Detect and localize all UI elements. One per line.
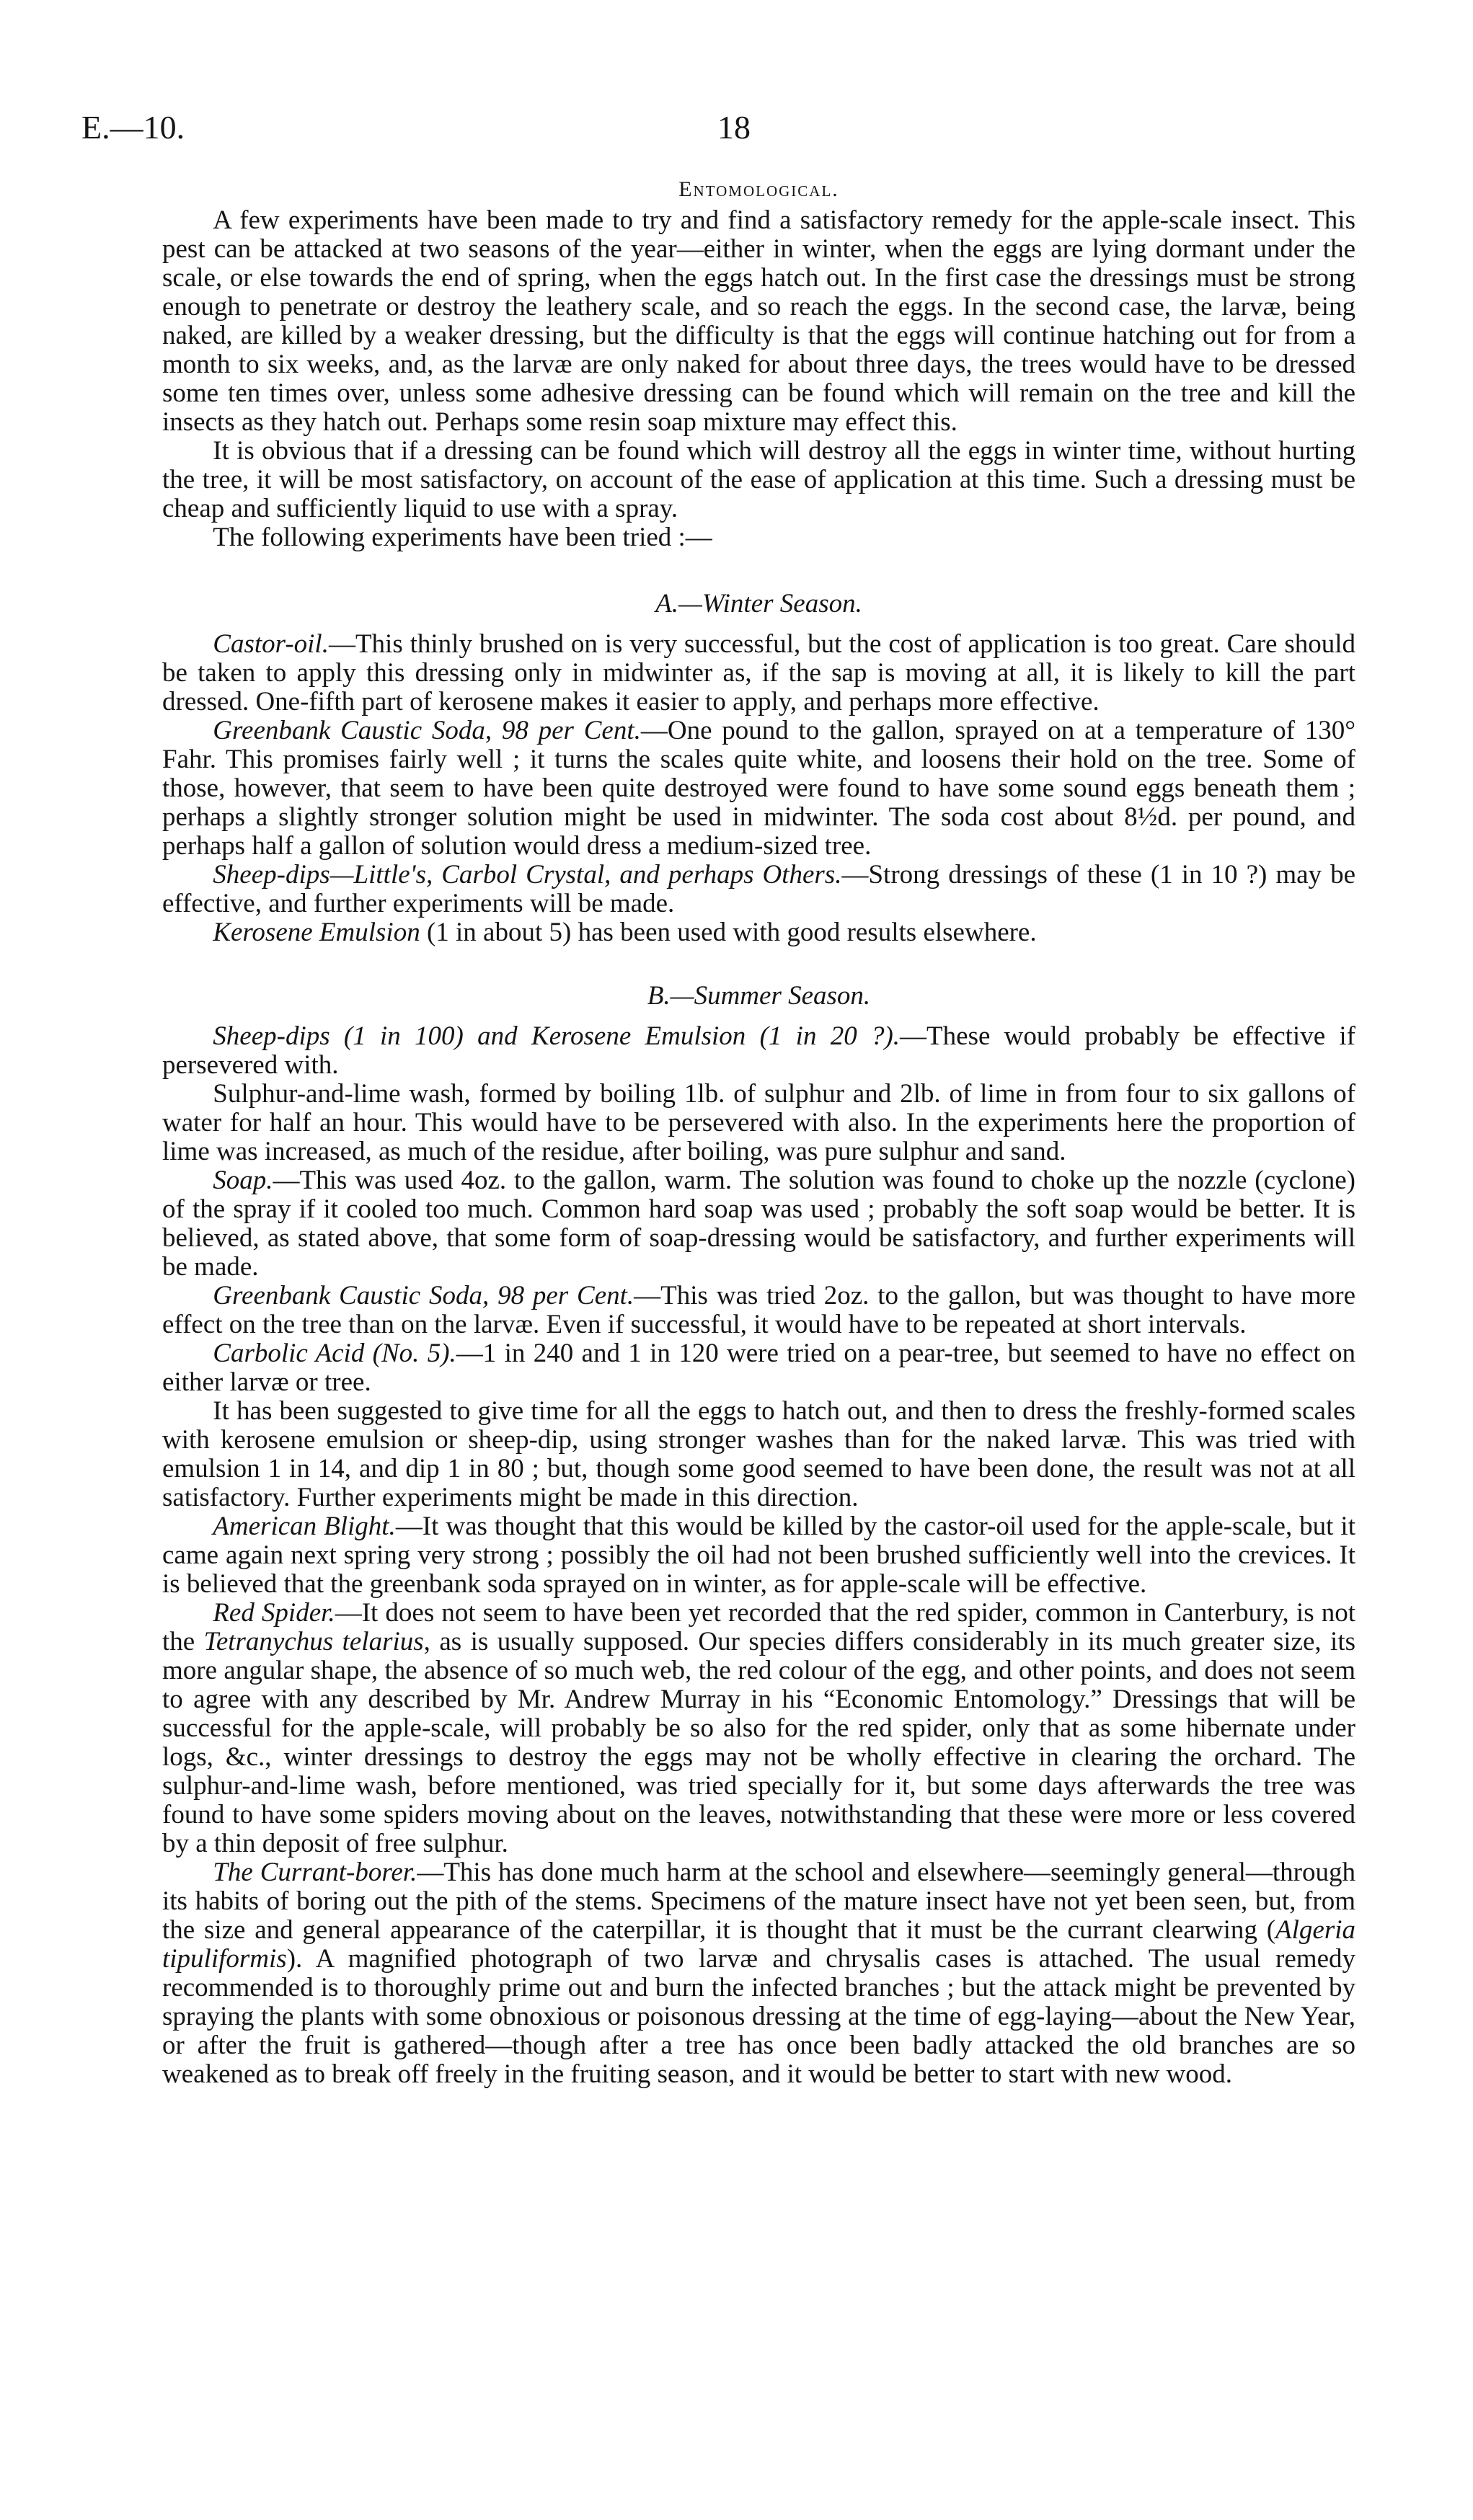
item-title: Carbolic Acid (No. 5).: [213, 1339, 456, 1368]
item-title: Sheep-dips—Little's, Carbol Crystal, and perhaps Others.: [213, 860, 842, 889]
item-text: It has been suggested to give time for all the eggs to hatch out, and then to dress the freshly-formed scales with kerosene emulsion or sheep-dip, using stronger washes than for the naked larvæ. This was tried with emulsion 1 in 14, and dip 1 in 80 ; but, though some good seemed to have been done, the result was not at all satisfactory. Further experiments might be made in this direction.: [162, 1396, 1355, 1512]
winter-item-caustic-soda: [162, 716, 1355, 861]
red-spider-paragraph: [162, 1599, 1355, 1858]
item-text: —Strong dressings of these (1 in 10 ?) may be effective, and further experiments will be made.: [162, 860, 1355, 918]
item-text: —One pound to the gallon, sprayed on at a temperature of 130° Fahr. This promises fairly well ; it turns the scales quite white, and loosens their hold on the tree. Some of those, however, that seem to have been quite destroyed were found to have some sound eggs beneath them ; perhaps a slightly stronger solution might be used in midwinter. The soda cost about 8½d. per pound, and perhaps half a gallon of solution would dress a medium-sized tree.: [162, 716, 1355, 861]
species-name: Algeria tipuliformis: [162, 1915, 1355, 1974]
item-title: Red Spider.: [213, 1598, 335, 1628]
summer-item-soap: [162, 1166, 1355, 1282]
summer-item-caustic-soda: [162, 1282, 1355, 1339]
item-text: , as is usually supposed. Our species differs considerably in its much greater size, its more angular shape, the absence of so much web, the red colour of the egg, and other points, and does not seem to agree with any described by Mr. Andrew Murray in his “Economic Entomology.” Dressings that will be successful for the apple-scale, will probably be so also for the red spider, only that as some hibernate under logs, &c., winter dressings to destroy the eggs may not be wholly effective in clearing the orchard. The sulphur-and-lime wash, before mentioned, was tried specially for it, but some days afterwards the tree was found to have some spiders moving about on the leaves, notwithstanding that these were more or less covered by a thin deposit of free sulphur.: [162, 1627, 1356, 1858]
item-title: Soap.: [213, 1166, 273, 1195]
item-text: —1 in 240 and 1 in 120 were tried on a pear-tree, but seemed to have no effect on either larvæ or tree.: [162, 1339, 1355, 1397]
item-text: —This was used 4oz. to the gallon, warm. The solution was found to choke up the nozzle (cyclone) of the spray if it cooled too much. Common hard soap was used ; probably the soft soap would be better. It is believed, as stated above, that some form of soap-dressing would be satisfactory, and further experiments will be made.: [162, 1166, 1355, 1282]
item-text: (1 in about 5) has been used with good results elsewhere.: [420, 918, 1037, 947]
species-name: Tetranychus telarius: [203, 1627, 424, 1656]
item-title: The Currant-borer.: [213, 1858, 417, 1887]
item-title: Greenbank Caustic Soda, 98 per Cent.: [213, 1281, 634, 1310]
item-title: Kerosene Emulsion: [213, 918, 420, 947]
item-text: —These would probably be effective if persevered with.: [162, 1021, 1355, 1080]
item-title: Sheep-dips (1 in 100) and Kerosene Emulsion (1 in 20 ?).: [213, 1021, 901, 1051]
document-page: [81, 108, 1356, 2089]
item-text: —This has done much harm at the school and elsewhere—seemingly general—through its habits of boring out the pith of the stems. Specimens of the mature insect have not yet been seen, but, from the size and general appearance of the caterpillar, it is thought that it must be the currant clearwing (: [162, 1858, 1355, 1945]
summer-item-suggestion: [162, 1397, 1355, 1512]
item-text: —This thinly brushed on is very successful, but the cost of application is too great. Care should be taken to apply this dressing only in midwinter as, if the sap is moving at all, it is likely to kill the part dressed. One-fifth part of kerosene makes it easier to apply, and perhaps more effective.: [162, 629, 1355, 716]
page-header: [81, 108, 1355, 166]
item-title: Greenbank Caustic Soda, 98 per Cent.: [213, 716, 641, 745]
item-text: ). A magnified photograph of two larvæ and chrysalis cases is attached. The usual remedy recommended is to thoroughly prime out and burn the infected branches ; but the attack might be prevented by spraying the plants with some obnoxious or poisonous dressing at the time of egg-laying—about the New Year, or after the fruit is gathered—though after a tree has once been badly attacked the old branches are so weakened as to break off freely in the fruiting season, and it would be better to start with new wood.: [162, 1944, 1355, 2089]
winter-heading: A.—Winter Season.: [655, 589, 862, 618]
summer-item-carbolic-acid: [162, 1339, 1355, 1397]
item-text: —It does not seem to have been yet recorded that the red spider, common in Canterbury, is not the: [162, 1598, 1355, 1656]
winter-item-kerosene: [162, 918, 1355, 947]
page-id: E.—10.: [81, 109, 185, 146]
intro-paragraph: The following experiments have been tried :—: [213, 523, 712, 552]
item-title: Castor-oil.: [213, 629, 329, 659]
summer-item-sulphur-lime: [162, 1080, 1355, 1166]
summer-item-american-blight: [162, 1512, 1355, 1599]
summer-item-sheep-dips: [162, 1022, 1355, 1080]
item-title: American Blight.: [213, 1512, 396, 1541]
item-text: —It was thought that this would be killed by the castor-oil used for the apple-scale, but it came again next spring very strong ; possibly the oil had not been brushed sufficiently well into the crevices. It is believed that the greenbank soda sprayed on in winter, as for apple-scale will be effective.: [162, 1512, 1355, 1599]
item-text: —This was tried 2oz. to the gallon, but was thought to have more effect on the tree than on the larvæ. Even if successful, it would have to be repeated at short intervals.: [162, 1281, 1355, 1339]
winter-item-sheep-dips: [162, 861, 1355, 918]
item-text: Sulphur-and-lime wash, formed by boiling 1lb. of sulphur and 2lb. of lime in from four to six gallons of water for half an hour. This would have to be persevered with also. In the experiments here the proportion of lime was increased, as much of the residue, after boiling, was pure sulphur and sand.: [162, 1079, 1355, 1166]
section-title: Entomological.: [678, 177, 839, 201]
intro-paragraph: A few experiments have been made to try and find a satisfactory remedy for the apple-scale insect. This pest can be attacked at two seasons of the year—either in winter, when the eggs are lying dormant under the scale, or else towards the end of spring, when the eggs hatch out. In the first case the dressings must be strong enough to penetrate or destroy the leathery scale, and so reach the eggs. In the second case, the larvæ, being naked, are killed by a weaker dressing, but the difficulty is that the eggs will continue hatching out for from a month to six weeks, and, as the larvæ are only naked for about three days, the trees would have to be dressed some ten times over, unless some adhesive dressing can be found which will remain on the tree and kill the insects as they hatch out. Perhaps some resin soap mixture may effect this.: [162, 205, 1355, 437]
page-number: 18: [717, 109, 751, 146]
intro-paragraph: It is obvious that if a dressing can be found which will destroy all the eggs in winter time, without hurting the tree, it will be most satisfactory, on account of the ease of application at this time. Such a dressing must be cheap and sufficiently liquid to use with a spray.: [162, 436, 1355, 523]
currant-borer-paragraph: [162, 1858, 1355, 2089]
summer-heading: B.—Summer Season.: [647, 981, 871, 1011]
winter-item-castor-oil: [162, 630, 1355, 716]
